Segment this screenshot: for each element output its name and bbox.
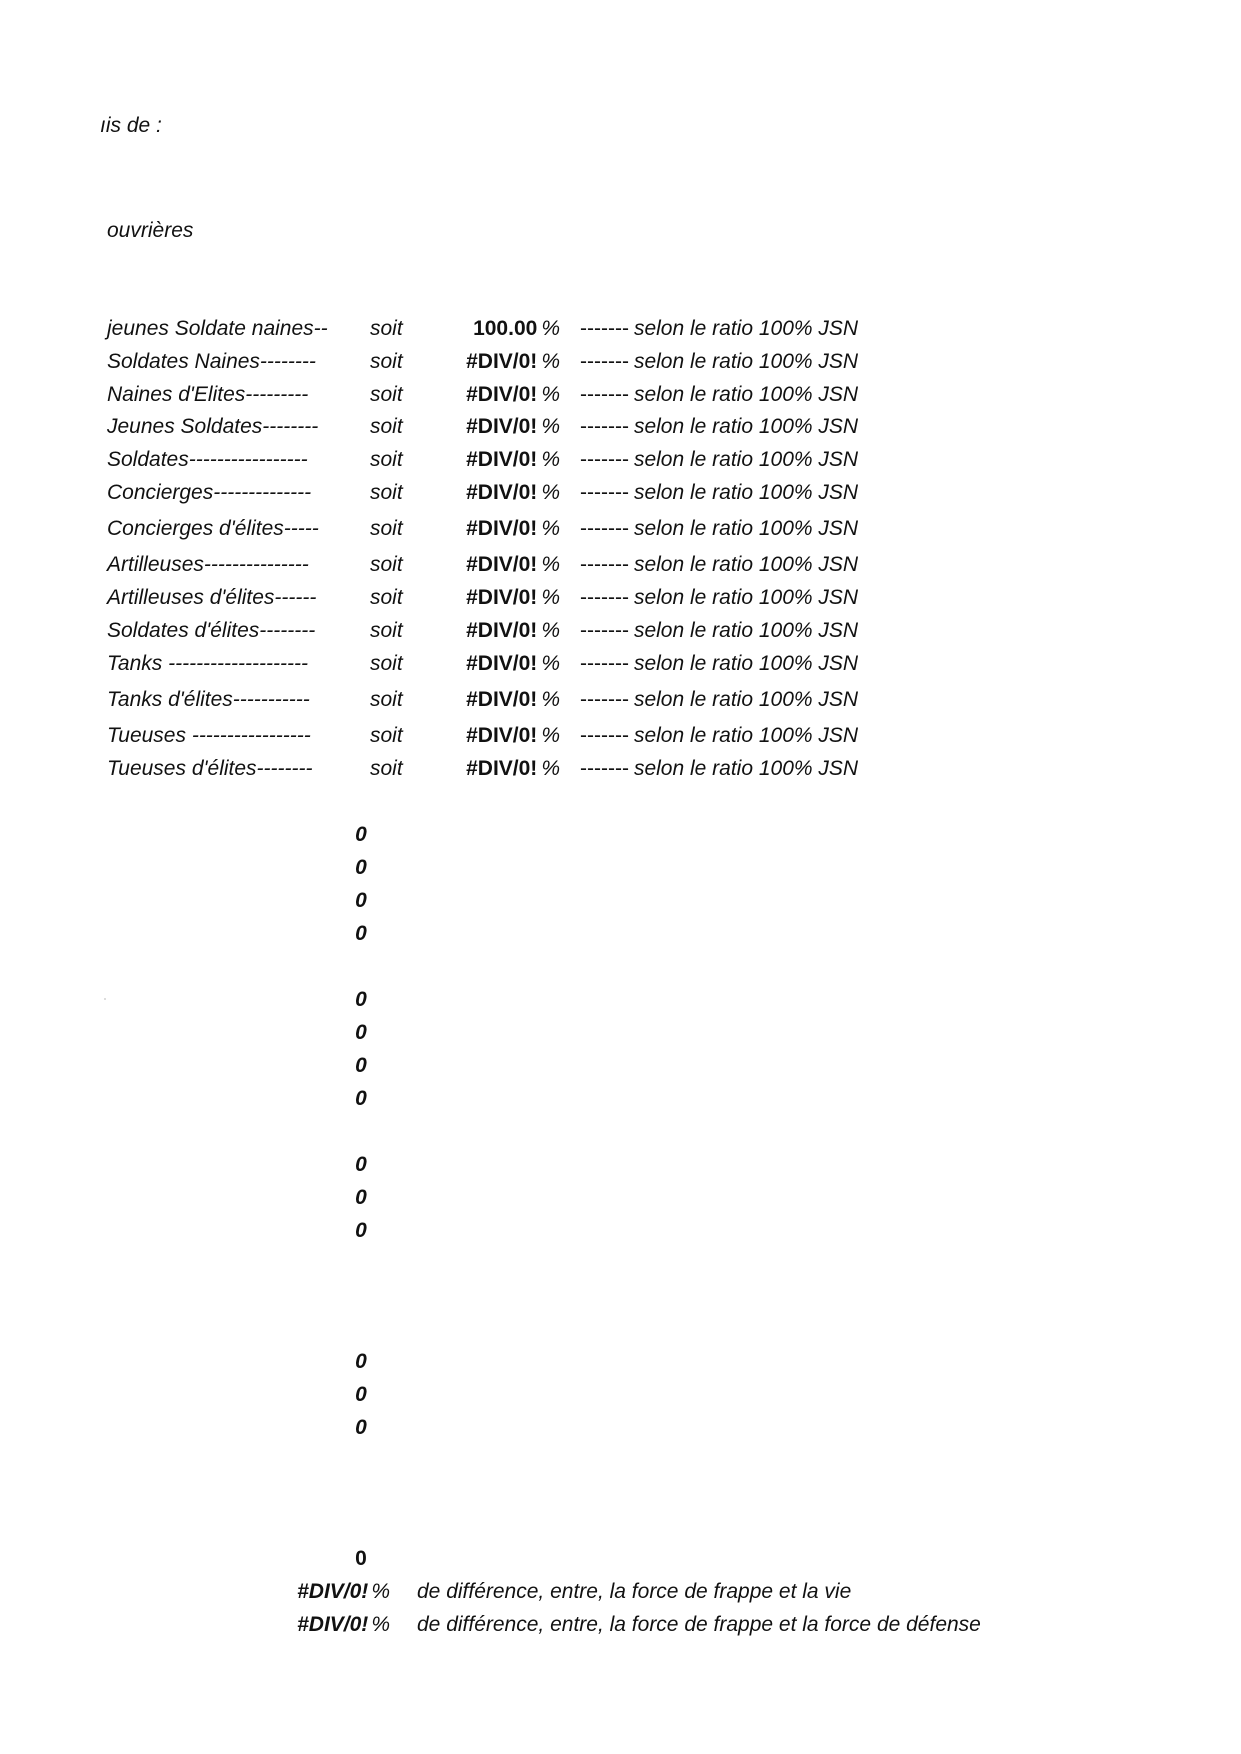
zero-total: 0 xyxy=(355,1547,367,1570)
note-text: selon le ratio 100% JSN xyxy=(633,481,859,504)
note-dashes: ------- xyxy=(580,383,629,406)
row-value: #DIV/0! xyxy=(466,724,538,747)
row-connector: soit xyxy=(370,688,403,711)
row-connector: soit xyxy=(370,619,403,642)
zero-value: 0 xyxy=(355,1383,367,1406)
intro-fragment: ıis de : xyxy=(100,114,162,137)
row-connector: soit xyxy=(370,652,403,675)
zero-value: 0 xyxy=(355,1186,367,1209)
zero-value: 0 xyxy=(355,1054,367,1077)
stray-mark xyxy=(104,998,106,1000)
note-dashes: ------- xyxy=(580,517,629,540)
summary-value: #DIV/0! xyxy=(297,1580,369,1603)
row-label: Soldates----------------- xyxy=(107,448,308,471)
row-connector: soit xyxy=(370,481,403,504)
note-dashes: ------- xyxy=(580,724,629,747)
row-value: #DIV/0! xyxy=(466,757,538,780)
summary-percent xyxy=(250,1579,390,1605)
row-percent xyxy=(430,723,560,749)
row-label: Soldates d'élites-------- xyxy=(107,619,316,642)
row-label: Tanks d'élites----------- xyxy=(107,688,310,711)
zero-value: 0 xyxy=(355,1021,367,1044)
subheading-ouvrieres: ouvrières xyxy=(107,219,194,242)
note-dashes: ------- xyxy=(580,481,629,504)
row-connector: soit xyxy=(370,757,403,780)
row-percent xyxy=(430,447,560,473)
note-dashes: ------- xyxy=(580,350,629,373)
note-text: selon le ratio 100% JSN xyxy=(633,448,859,471)
note-text: selon le ratio 100% JSN xyxy=(633,652,859,675)
note-dashes: ------- xyxy=(580,652,629,675)
row-note xyxy=(580,618,858,644)
row-percent xyxy=(430,585,560,611)
percent-symbol: % xyxy=(541,350,560,373)
note-dashes: ------- xyxy=(580,553,629,576)
summary-text: de différence, entre, la force de frappe et la force de défense xyxy=(417,1613,981,1636)
zero-value: 0 xyxy=(355,1153,367,1176)
row-label: jeunes Soldate naines-- xyxy=(107,317,328,340)
percent-symbol: % xyxy=(541,481,560,504)
percent-symbol: % xyxy=(541,619,560,642)
summary-value: #DIV/0! xyxy=(297,1613,369,1636)
percent-symbol: % xyxy=(541,553,560,576)
note-dashes: ------- xyxy=(580,448,629,471)
row-note xyxy=(580,447,858,473)
note-text: selon le ratio 100% JSN xyxy=(633,757,859,780)
row-percent xyxy=(430,316,560,342)
percent-symbol: % xyxy=(541,383,560,406)
row-value: #DIV/0! xyxy=(466,553,538,576)
row-percent xyxy=(430,618,560,644)
row-value: #DIV/0! xyxy=(466,383,538,406)
row-percent xyxy=(430,756,560,782)
row-note xyxy=(580,414,858,440)
row-note xyxy=(580,687,858,713)
summary-text: de différence, entre, la force de frappe et la vie xyxy=(417,1580,852,1603)
row-label: Artilleuses d'élites------ xyxy=(107,586,317,609)
zero-value: 0 xyxy=(355,856,367,879)
row-note xyxy=(580,651,858,677)
row-value: #DIV/0! xyxy=(466,586,538,609)
row-value: #DIV/0! xyxy=(466,448,538,471)
row-connector: soit xyxy=(370,317,403,340)
percent-symbol: % xyxy=(541,757,560,780)
row-note xyxy=(580,480,858,506)
row-percent xyxy=(430,349,560,375)
zero-value: 0 xyxy=(355,1350,367,1373)
note-text: selon le ratio 100% JSN xyxy=(633,688,859,711)
row-percent xyxy=(430,382,560,408)
note-dashes: ------- xyxy=(580,415,629,438)
row-percent xyxy=(430,516,560,542)
zero-value: 0 xyxy=(355,1416,367,1439)
row-label: Tueuses ----------------- xyxy=(107,724,311,747)
row-percent xyxy=(430,552,560,578)
row-value: #DIV/0! xyxy=(466,517,538,540)
percent-symbol: % xyxy=(541,688,560,711)
note-dashes: ------- xyxy=(580,757,629,780)
note-text: selon le ratio 100% JSN xyxy=(633,415,859,438)
row-value: 100.00 xyxy=(473,317,538,340)
row-label: Concierges-------------- xyxy=(107,481,312,504)
row-note xyxy=(580,382,858,408)
row-value: #DIV/0! xyxy=(466,688,538,711)
percent-symbol: % xyxy=(541,586,560,609)
row-connector: soit xyxy=(370,383,403,406)
percent-symbol: % xyxy=(541,724,560,747)
percent-symbol: % xyxy=(371,1580,390,1603)
note-dashes: ------- xyxy=(580,317,629,340)
zero-value: 0 xyxy=(355,1087,367,1110)
percent-symbol: % xyxy=(541,517,560,540)
row-connector: soit xyxy=(370,517,403,540)
row-connector: soit xyxy=(370,553,403,576)
percent-symbol: % xyxy=(541,652,560,675)
note-text: selon le ratio 100% JSN xyxy=(633,317,859,340)
note-text: selon le ratio 100% JSN xyxy=(633,724,859,747)
row-label: Artilleuses--------------- xyxy=(107,553,309,576)
row-connector: soit xyxy=(370,448,403,471)
row-connector: soit xyxy=(370,586,403,609)
row-label: Soldates Naines-------- xyxy=(107,350,316,373)
note-dashes: ------- xyxy=(580,688,629,711)
row-percent xyxy=(430,687,560,713)
row-note xyxy=(580,316,858,342)
row-value: #DIV/0! xyxy=(466,652,538,675)
row-value: #DIV/0! xyxy=(466,415,538,438)
note-text: selon le ratio 100% JSN xyxy=(633,619,859,642)
note-dashes: ------- xyxy=(580,586,629,609)
row-percent xyxy=(430,480,560,506)
row-connector: soit xyxy=(370,724,403,747)
row-note xyxy=(580,552,858,578)
note-text: selon le ratio 100% JSN xyxy=(633,586,859,609)
row-note xyxy=(580,585,858,611)
row-note xyxy=(580,723,858,749)
row-percent xyxy=(430,651,560,677)
note-text: selon le ratio 100% JSN xyxy=(633,350,859,373)
zero-value: 0 xyxy=(355,1219,367,1242)
summary-percent xyxy=(250,1612,390,1638)
note-text: selon le ratio 100% JSN xyxy=(633,517,859,540)
note-text: selon le ratio 100% JSN xyxy=(633,553,859,576)
note-dashes: ------- xyxy=(580,619,629,642)
row-note xyxy=(580,349,858,375)
zero-value: 0 xyxy=(355,988,367,1011)
row-label: Naines d'Elites--------- xyxy=(107,383,309,406)
row-label: Jeunes Soldates-------- xyxy=(107,415,319,438)
row-connector: soit xyxy=(370,415,403,438)
percent-symbol: % xyxy=(541,448,560,471)
row-value: #DIV/0! xyxy=(466,619,538,642)
zero-value: 0 xyxy=(355,823,367,846)
row-label: Concierges d'élites----- xyxy=(107,517,319,540)
row-value: #DIV/0! xyxy=(466,350,538,373)
percent-symbol: % xyxy=(541,317,560,340)
zero-value: 0 xyxy=(355,922,367,945)
row-label: Tanks -------------------- xyxy=(107,652,308,675)
percent-symbol: % xyxy=(371,1613,390,1636)
percent-symbol: % xyxy=(541,415,560,438)
row-note xyxy=(580,756,858,782)
row-value: #DIV/0! xyxy=(466,481,538,504)
row-label: Tueuses d'élites-------- xyxy=(107,757,313,780)
row-connector: soit xyxy=(370,350,403,373)
zero-value: 0 xyxy=(355,889,367,912)
row-percent xyxy=(430,414,560,440)
note-text: selon le ratio 100% JSN xyxy=(633,383,859,406)
row-note xyxy=(580,516,858,542)
